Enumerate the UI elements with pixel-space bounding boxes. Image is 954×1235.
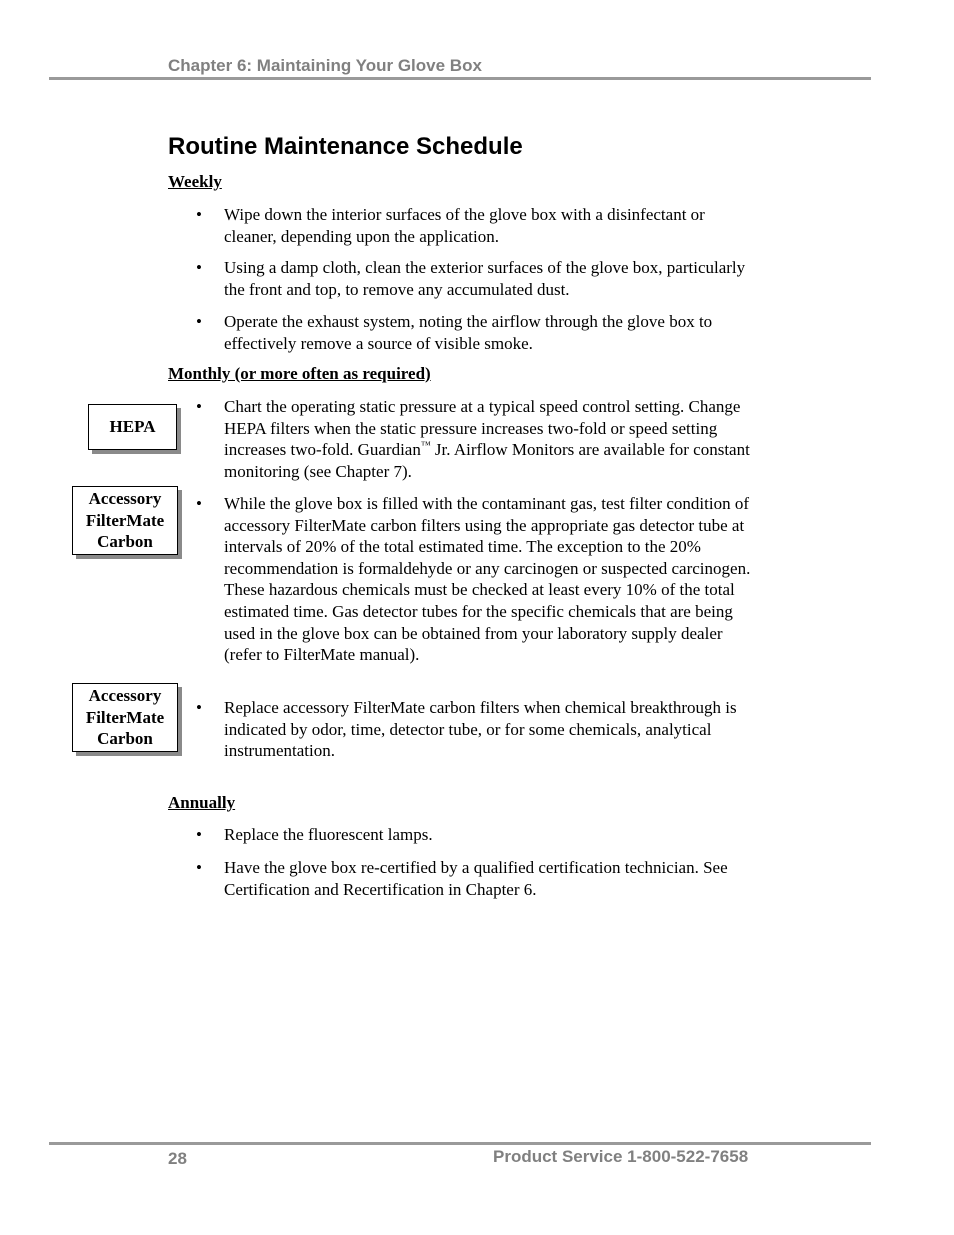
carbon-label-line: FilterMate <box>85 707 165 727</box>
monthly-item-text: Replace accessory FilterMate carbon filters when chemical breakthrough is indicated by odor, time, detector tube, or for some chemicals, analytical instrumentation. <box>224 698 737 761</box>
carbon-label-line: Carbon <box>97 729 153 749</box>
weekly-item-text: Using a damp cloth, clean the exterior surfaces of the glove box, particularly the front and top, to remove any accumulated dust. <box>224 258 746 299</box>
chapter-header: Chapter 6: Maintaining Your Glove Box <box>168 56 482 75</box>
bullet-icon: • <box>196 312 202 331</box>
footer-rule <box>49 1142 871 1145</box>
weekly-item-3 <box>196 311 758 354</box>
carbon-label-line: Carbon <box>97 532 153 552</box>
monthly-item-1 <box>196 396 758 482</box>
bullet-icon: • <box>196 858 202 877</box>
annually-item-text: Have the glove box re-certified by a qualified certification technician. See Certification and Recertification in Chapter 6. <box>224 858 728 899</box>
annually-item-2 <box>196 857 758 900</box>
weekly-item-2 <box>196 257 758 300</box>
weekly-item-1 <box>196 204 758 247</box>
weekly-heading: Weekly <box>168 172 222 191</box>
page-title: Routine Maintenance Schedule <box>168 133 523 160</box>
annually-heading: Annually <box>168 793 236 812</box>
monthly-item-3 <box>196 697 758 762</box>
page-number: 28 <box>168 1149 187 1168</box>
hepa-label: HEPA <box>109 417 156 437</box>
carbon-label-box-2 <box>72 683 178 752</box>
annually-item-text: Replace the fluorescent lamps. <box>224 825 433 844</box>
monthly-item-1-text-b: Jr. Airflow Monitors are available for constant monitoring (see Chapter 7). <box>224 440 750 481</box>
bullet-icon: • <box>196 258 202 277</box>
monthly-item-1-text-a: Chart the operating static pressure at a typical speed control setting. Change HEPA filters when the static pressure increases two-fold or speed setting increases two-fold. Guardian <box>224 397 741 460</box>
header-rule <box>49 77 871 80</box>
weekly-item-text: Operate the exhaust system, noting the airflow through the glove box to effectively remove a source of visible smoke. <box>224 312 713 353</box>
bullet-icon: • <box>196 698 202 717</box>
bullet-icon: • <box>196 825 202 844</box>
monthly-item-2 <box>196 493 758 666</box>
carbon-label-line: FilterMate <box>85 510 165 530</box>
bullet-icon: • <box>196 205 202 224</box>
monthly-item-text: While the glove box is filled with the contaminant gas, test filter condition of accessory FilterMate carbon filters using the appropriate gas detector tube at intervals of 20% of the total estimated time. The exception to the 20% recommendation is formaldehyde or any carcinogen or suspected carcinogen. These hazardous chemicals must be checked at least every 10% of the total estimated time. Gas detector tubes for the specific chemicals that are being used in the glove box can be obtained from your laboratory supply dealer (refer to FilterMate manual). <box>224 494 751 665</box>
trademark-symbol: ™ <box>420 440 431 452</box>
carbon-label-line: Accessory <box>88 489 162 509</box>
hepa-label-box <box>88 404 177 450</box>
annually-item-1 <box>196 824 758 846</box>
bullet-icon: • <box>196 397 202 416</box>
bullet-icon: • <box>196 494 202 513</box>
monthly-heading: Monthly (or more often as required) <box>168 364 431 383</box>
carbon-label-box-1 <box>72 486 178 555</box>
monthly-item-text <box>224 396 758 482</box>
weekly-item-text: Wipe down the interior surfaces of the glove box with a disinfectant or cleaner, depending upon the application. <box>224 205 705 246</box>
carbon-label-line: Accessory <box>88 686 162 706</box>
product-service-phone: Product Service 1-800-522-7658 <box>493 1147 749 1166</box>
